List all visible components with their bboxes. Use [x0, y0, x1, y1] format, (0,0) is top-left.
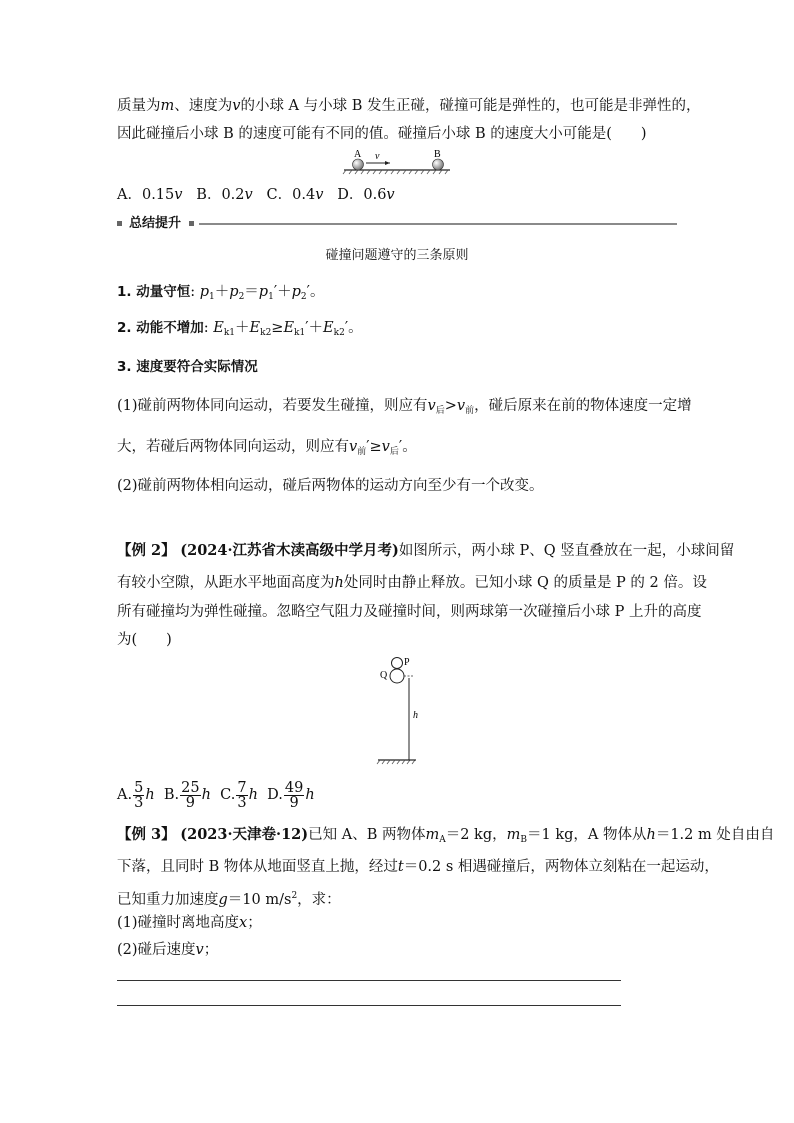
summary-title: 碰撞问题遵守的三条原则 — [325, 248, 469, 263]
summary-header: 总结提升 — [129, 216, 182, 231]
ex3-sub1: (1)碰撞时离地高度x； — [117, 915, 262, 931]
ex3-line1: 【例 3】 (2023·天津卷·12)已知 A、B 两物体$m_A=2$ kg，$m_B=1$ kg，A 物体从h＝1.2 m 处自由自 — [117, 826, 775, 845]
option-d[interactable]: D．0.6v — [337, 187, 395, 203]
header-rule — [199, 223, 677, 225]
collision-figure — [338, 146, 454, 178]
rule-3: 3. 速度要符合实际情况 — [117, 359, 258, 375]
option-b[interactable]: B．0.2v — [196, 187, 253, 203]
option-a[interactable]: A. $\frac{5}{3}$ h — [117, 779, 155, 811]
label-b: B — [434, 149, 441, 160]
label-a: A — [354, 149, 362, 160]
option-c[interactable]: C．0.4v — [266, 187, 324, 203]
ball-b — [433, 159, 444, 170]
label-h: h — [413, 710, 418, 721]
ex2-line4: 为( ) — [117, 632, 172, 648]
rule-3-p2: 大，若碰后两物体同向运动，则应有$v_前'\ge v_后'$。 — [117, 439, 417, 457]
option-b[interactable]: B. $\frac{25}{9}$ h — [163, 779, 211, 811]
ex3-tag: 【例 3】 — [117, 826, 176, 843]
option-d[interactable]: D. $\frac{49}{9}$ h — [267, 779, 315, 811]
label-v: v — [375, 151, 380, 162]
stacked-balls-figure — [372, 652, 444, 774]
ex2-tag: 【例 2】 — [117, 542, 176, 559]
q1-options — [117, 185, 395, 205]
ex2-line2: 有较小空隙，从距水平地面高度为h处同时由静止释放。已知小球 Q 的质量是 P 的 2 倍。设 — [117, 575, 707, 591]
ex3-sub2: (2)碰后速度v； — [117, 942, 219, 958]
ball-a — [353, 159, 364, 170]
option-c[interactable]: C. $\frac{7}{3}$ h — [220, 779, 258, 811]
rule-2: 2. 动能不增加: $E_{k1}+E_{k2}\ge E_{k1}'+E_{k2}'$。 — [117, 320, 363, 338]
bullet-square-icon — [117, 221, 122, 226]
answer-line-2[interactable] — [117, 1005, 621, 1006]
label-q: Q — [380, 670, 388, 681]
summary-header-bar — [117, 215, 677, 235]
option-a[interactable]: A．0.15v — [117, 187, 183, 203]
ex3-line3: 已知重力加速度g＝10 $m/s^2$，求： — [117, 891, 341, 908]
ex2-line1: 【例 2】 (2024·江苏省木渎高级中学月考)如图所示，两小球 P、Q 竖直叠放在一起，小球间留 — [117, 542, 735, 559]
ball-p — [392, 658, 403, 669]
answer-line-1[interactable] — [117, 980, 621, 981]
ex2-options — [117, 777, 315, 813]
ex2-line3: 所有碰撞均为弹性碰撞。忽略空气阻力及碰撞时间，则两球第一次碰撞后小球 P 上升的高度 — [117, 604, 702, 620]
ex3-source: (2023·天津卷·12) — [180, 826, 309, 843]
q1-line2: 因此碰撞后小球 B 的速度可能有不同的值。碰撞后小球 B 的速度大小可能是( ) — [117, 126, 647, 142]
rule-1: 1. 动量守恒: $p_1+p_2=p_1'+p_2'$。 — [117, 284, 325, 302]
q1-line1: 质量为m、速度为v的小球 A 与小球 B 发生正碰，碰撞可能是弹性的，也可能是非弹性的， — [117, 98, 701, 114]
label-p: P — [404, 657, 410, 668]
ex3-line2: 下落，且同时 B 物体从地面竖直上抛，经过t＝0.2 s 相遇碰撞后，两物体立刻粘在一起运动， — [117, 859, 719, 875]
rule-3-p1: (1)碰前两物体同向运动，若要发生碰撞，则应有$v_后>v_前$，碰后原来在前的物体速度一定增 — [117, 398, 692, 416]
ex2-source: (2024·江苏省木渎高级中学月考) — [180, 542, 399, 559]
rule-3-p3: (2)碰前两物体相向运动，碰后两物体的运动方向至少有一个改变。 — [117, 478, 544, 494]
bullet-square-icon — [189, 221, 194, 226]
ball-q — [390, 669, 404, 683]
